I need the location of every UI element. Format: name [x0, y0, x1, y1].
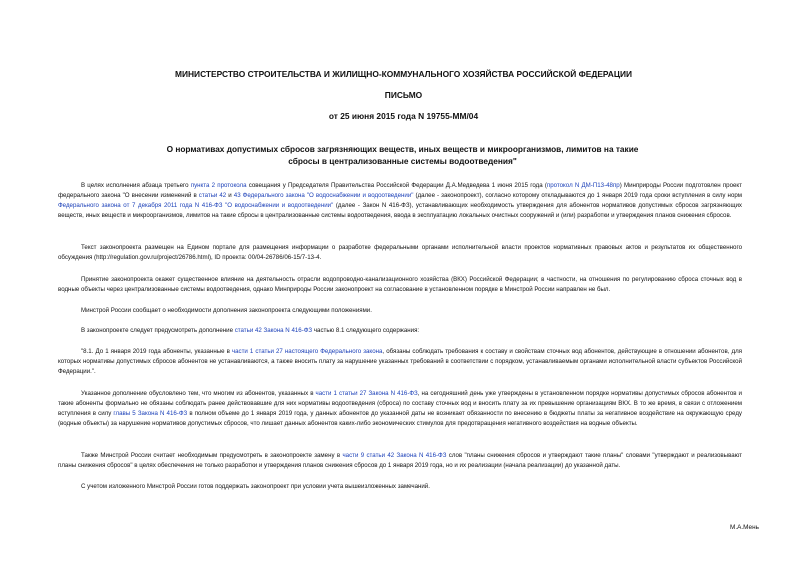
- paragraph-8: [58, 451, 742, 471]
- document-type: ПИСЬМО: [384, 90, 423, 100]
- text: частью 8.1 следующего содержания:: [312, 327, 420, 334]
- text: "8.1. До 1 января 2019 года абоненты, указанные в: [81, 348, 232, 355]
- text: Также Минстрой России считает необходимым предусмотреть в законопроекте замену в: [81, 452, 343, 459]
- text: В законопроекте следует предусмотреть дополнение: [81, 327, 235, 334]
- paragraph-9: С учетом изложенного Минстрой России готов поддержать законопроект при условии учета вышеизложенных замечаний.: [81, 483, 430, 490]
- signature: М.А.Мень: [730, 524, 759, 531]
- text: (далее - законопроект), согласно которому откладываются до 1 января 2019 года сроки вступления в силу норм: [413, 191, 743, 199]
- paragraph-3: Принятие законопроекта окажет существенное влияние на деятельность отрасли водопроводно-канализационного хозяйства (ВКХ) Российской Федерации; в частности, на отношения по регулированию сброса сточных вод в водные объекты через централизованные системы водоотведения, однако Минприроды России законопроект на согласование в установленном порядке в Минстрой России направлен не был.: [58, 276, 742, 293]
- paragraph-6-quote: [58, 347, 742, 377]
- text: совещания у Председателя Правительства Российской Федерации Д.А.Медведева 1 июня 2015 года (: [246, 182, 547, 189]
- link-federal-law-416[interactable]: Федерального закона от 7 декабря 2011 года N 416-ФЗ "О водоснабжении и водоотведении": [58, 201, 334, 209]
- paragraph-2: Текст законопроекта размещен на Едином портале для размещения информации о разработке федеральными органами исполнительной власти проектов нормативных правовых актов и результатов их общественного обсуждения (http://regulation.gov.ru/project/26786.html), ID проекта: 00/04-26786/06-15/7-13-4.: [58, 244, 742, 261]
- link-article-27-part-1[interactable]: части 1 статьи 27 настоящего Федерального закона: [231, 348, 383, 355]
- text: в полном объеме до 1 января 2019 года, у данных абонентов до указанной даты не возникает обязанности по внесению в бюджеты платы за негативное воздействие на окружающую среду (водные объекты) за нарушение нормативов допустимых сбросов, что лишает данных абонентов каких-либо экономических стимулов для предотвращения негативного воздействия на водные объекты.: [58, 409, 742, 427]
- link-article-27-law[interactable]: части 1 статьи 27 Закона N 416-ФЗ: [315, 390, 418, 397]
- link-chapter-5[interactable]: главы 5 Закона N 416-ФЗ: [113, 409, 188, 417]
- text: слов "планы снижения сбросов и утверждают такие планы" словами "утверждают и реализовывают планы снижения сбросов" в целях обеспечения не только разработки и утверждения планов снижения сбросов до 1 января 2019 года, но и их реализации (начала реализации) до указанной даты.: [58, 452, 742, 469]
- text: В целях исполнения абзаца третьего: [81, 182, 191, 189]
- text: , обязаны соблюдать требования к составу и свойствам сточных вод абонентов, действующие в отношении абонентов, для которых нормативы допустимых сбросов абонентов не устанавливаются, а также вносить плату за нарушение указанных требований в соответствии с порядком, устанавливаемым органами исполнительной власти субъектов Российской Федерации.".: [58, 348, 742, 375]
- link-article-42[interactable]: статьи 42: [198, 191, 227, 199]
- link-article-43[interactable]: 43 Федерального закона "О водоснабжении и водоотведении": [233, 191, 414, 199]
- paragraph-5: [58, 326, 742, 336]
- text: , на сегодняшний день уже утверждены в установленном порядке нормативы допустимых сбросов абонентов и такие абоненты формально не обязаны соблюдать ранее действовавшие для них нормативы водоотведения (сброса) по составу сточных вод и вносить плату за их превышение организациям ВКХ. В то же время, в связи с отложением вступления в силу: [58, 390, 742, 417]
- document-title: О нормативах допустимых сбросов загрязняющих веществ, иных веществ и микроорганизмов, лимитов на такие сбросы в централизованные системы водоотведения": [166, 144, 639, 166]
- document-date-number: от 25 июня 2015 года N 19755-ММ/04: [328, 111, 479, 121]
- link-article-42-law[interactable]: статьи 42 Закона N 416-ФЗ: [234, 327, 313, 334]
- link-protocol-point[interactable]: пункта 2 протокола: [190, 182, 247, 189]
- text: Указанное дополнение обусловлено тем, что многим из абонентов, указанных в: [81, 390, 316, 397]
- text: (далее - Закон N 416-ФЗ), устанавливающих необходимость утверждения для абонентов нормативов допустимых сбросов загрязняющих веществ, иных веществ и микроорганизмов, лимитов на такие сбросы в централизованные системы водоотведения, ввода в эксплуатацию локальных очистных сооружений и (или) разработки и утверждения планов снижения сбросов.: [58, 201, 742, 219]
- link-article-42-part-9[interactable]: части 9 статьи 42 Закона N 416-ФЗ: [342, 452, 447, 459]
- paragraph-7: [58, 389, 742, 429]
- text: ) Минприроды России подготовлен проект федерального закона "О внесении изменений в: [58, 182, 742, 199]
- paragraph-1: [58, 181, 742, 221]
- ministry-heading: МИНИСТЕРСТВО СТРОИТЕЛЬСТВА И ЖИЛИЩНО-КОММУНАЛЬНОГО ХОЗЯЙСТВА РОССИЙСКОЙ ФЕДЕРАЦИИ: [175, 69, 632, 79]
- link-protocol[interactable]: протокол N ДМ-П13-48пр: [546, 182, 620, 189]
- paragraph-4: Минстрой России сообщает о необходимости дополнения законопроекта следующими положениями.: [81, 307, 372, 314]
- text: и: [226, 191, 234, 199]
